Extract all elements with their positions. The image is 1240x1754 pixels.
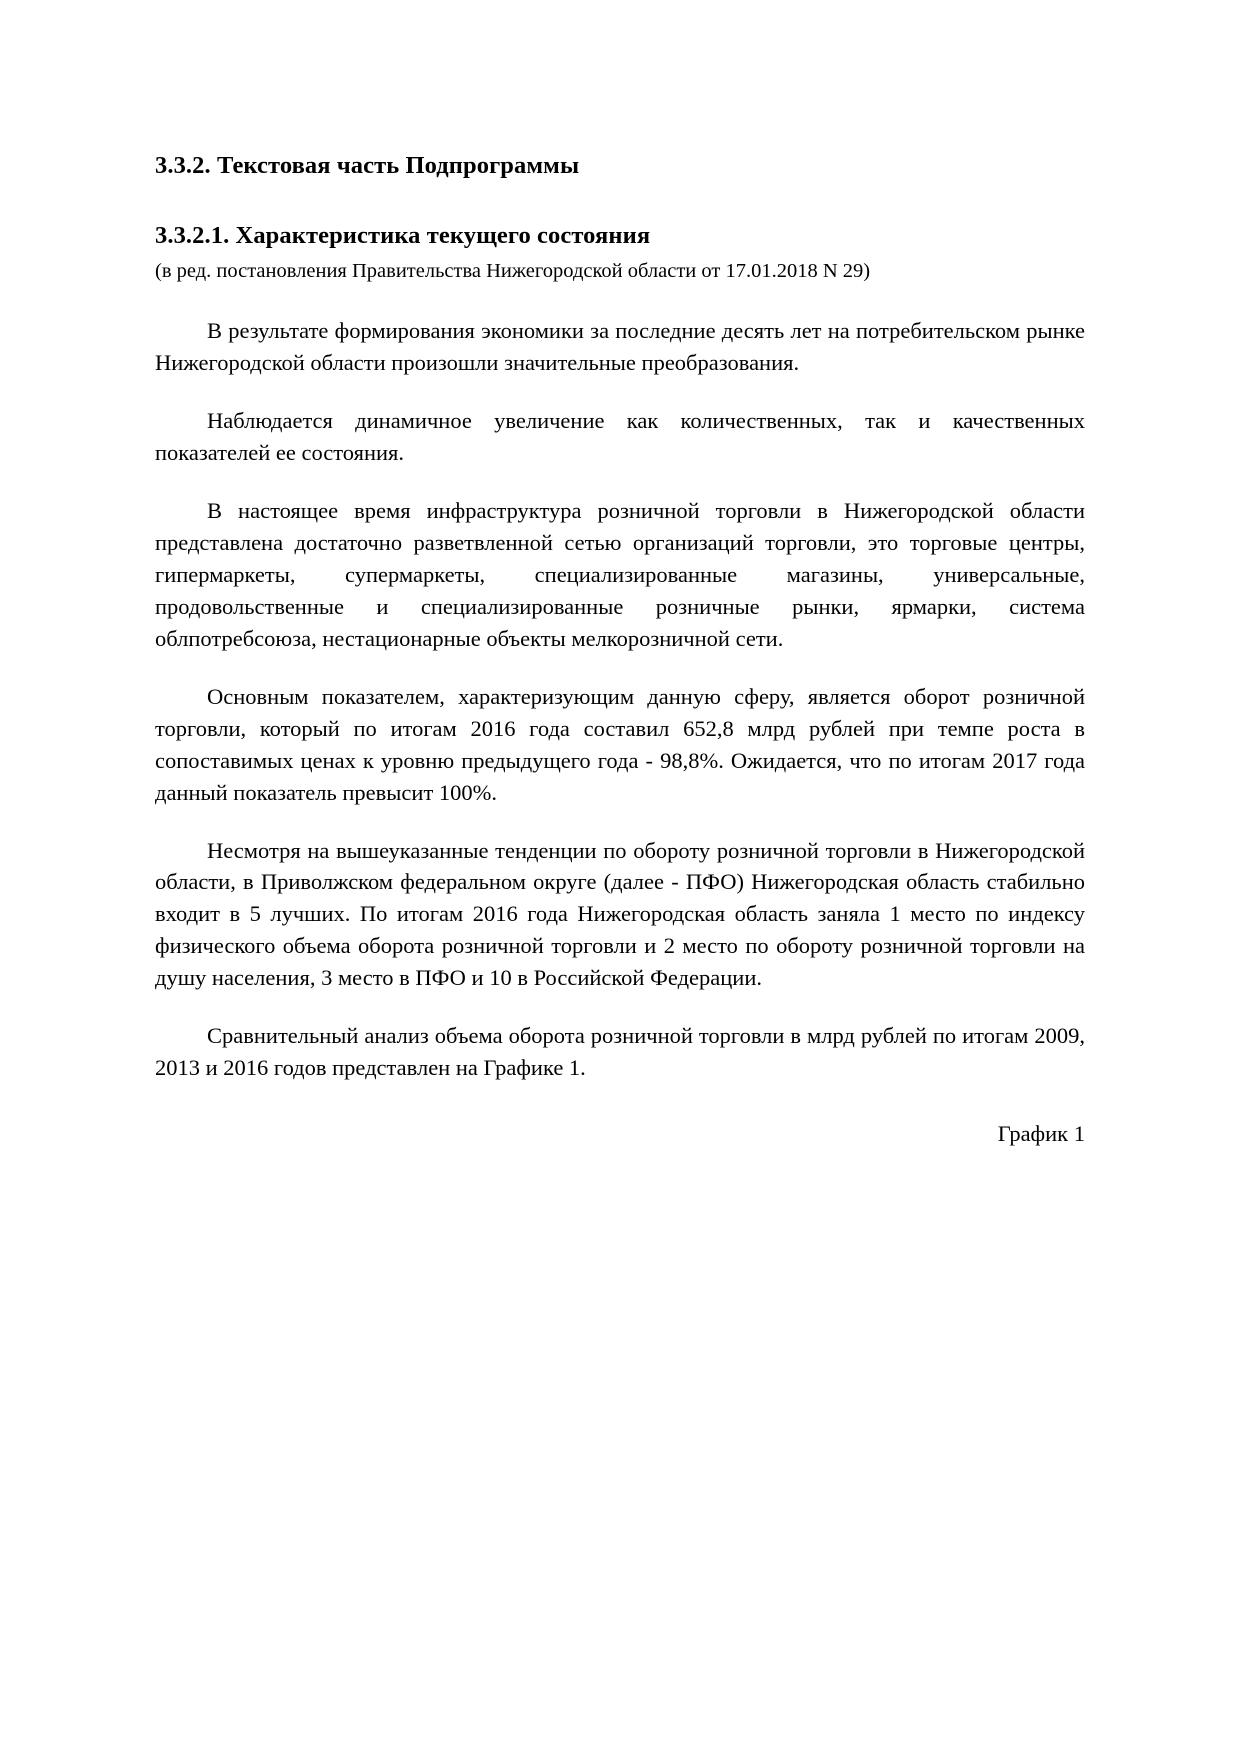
section-heading: 3.3.2.1. Характеристика текущего состояния (155, 221, 651, 249)
paragraph-5: Несмотря на вышеуказанные тенденции по обороту розничной торговли в Нижегородской области, в Приволжском федеральном округе (далее - ПФО) Нижегородская область стабильно входит в 5 лучших. По итогам 2016 года Нижегородская область заняла 1 место по индексу физического объема оборота розничной торговли и 2 место по обороту розничной торговли на душу населения, 3 место в ПФО и 10 в Российской Федерации. (155, 837, 1085, 991)
chart-placeholder-area (155, 1160, 1085, 1680)
paragraph-1: В результате формирования экономики за последние десять лет на потребительском рынке Нижегородской области произошли значительные преобразования. (155, 318, 1085, 376)
paragraph-4: Основным показателем, характеризующим данную сферу, является оборот розничной торговли, который по итогам 2016 года составил 652,8 млрд рублей при темпе роста в сопоставимых ценах к уровню предыдущего года - 98,8%. Ожидается, что по итогам 2017 года данный показатель превысит 100%. (155, 683, 1085, 805)
paragraph-2: Наблюдается динамичное увеличение как количественных, так и качественных показателей ее состояния. (155, 408, 1085, 466)
paragraph-6: Сравнительный анализ объема оборота розничной торговли в млрд рублей по итогам 2009, 2013 и 2016 годов представлен на Графике 1. (155, 1023, 1085, 1081)
page-title: 3.3.2. Текстовая часть Подпрограммы (155, 152, 580, 179)
document-body (155, 150, 1085, 1680)
amendment-note: (в ред. постановления Правительства Нижегородской области от 17.01.2018 N 29) (155, 259, 871, 282)
figure-caption: График 1 (997, 1121, 1085, 1147)
paragraph-3: В настоящее время инфраструктура розничной торговли в Нижегородской области представлена достаточно разветвленной сетью организаций торговли, это торговые центры, гипермаркеты, супермаркеты, специализированные магазины, универсальные, продовольственные и специализированные розничные рынки, ярмарки, система облпотребсоюза, нестационарные объекты мелкорозничной сети. (155, 498, 1085, 651)
